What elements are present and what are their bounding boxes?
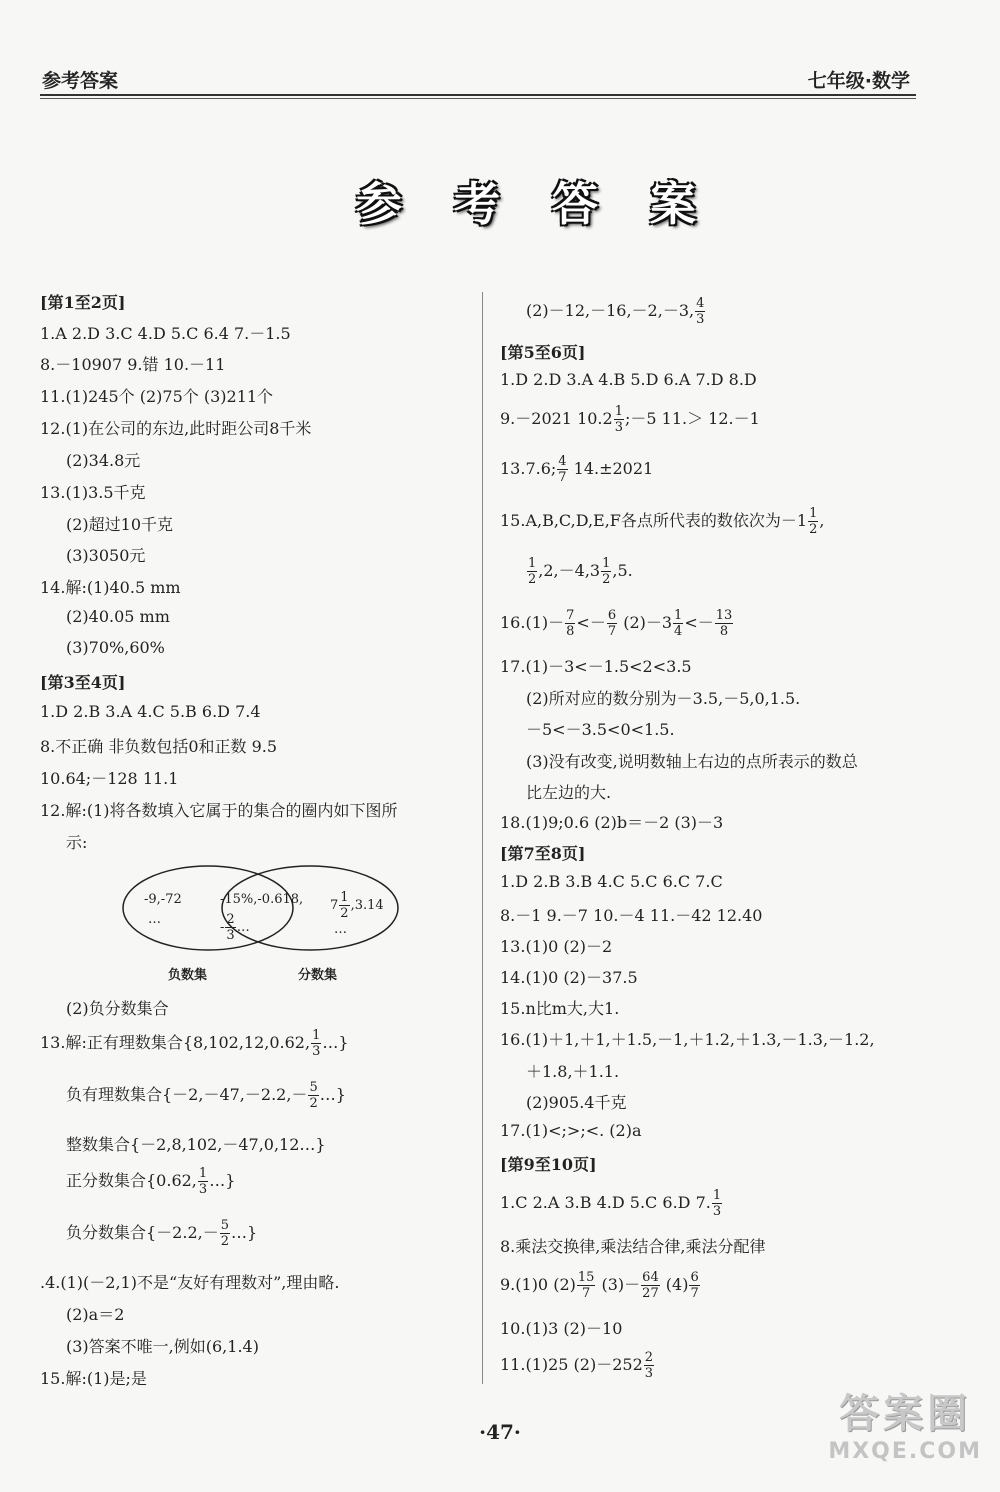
denominator: 2 <box>528 572 537 587</box>
answer-line: (2)超过10千克 <box>66 515 174 534</box>
answer-line: ＋1.8,＋1.1. <box>526 1062 620 1081</box>
numerator: 4 <box>558 454 567 469</box>
answer-line: 1.D 2.B 3.A 4.C 5.B 6.D 7.4 <box>40 702 261 721</box>
numerator: 1 <box>712 1188 722 1203</box>
answer-line: 1.D 2.B 3.B 4.C 5.C 6.C 7.C <box>500 872 723 891</box>
answer-line: (2)40.05 mm <box>66 607 170 626</box>
numerator: 5 <box>220 1218 229 1233</box>
fraction <box>220 1218 230 1249</box>
text: ,3.14 <box>350 898 384 913</box>
denominator: 3 <box>614 420 623 435</box>
text: 9.(1)0 (2) <box>500 1275 576 1294</box>
answer-line: 15.n比m大,大1. <box>500 999 620 1018</box>
section-heading: [第3至4页] <box>40 673 126 692</box>
answer-line: (3)没有改变,说明数轴上右边的点所表示的数总 <box>526 752 858 771</box>
section-heading: [第9至10页] <box>500 1155 597 1174</box>
venn-text: … <box>334 922 347 937</box>
answer-line <box>526 556 633 587</box>
fraction-set-label: 分数集 <box>298 968 338 983</box>
answer-line: 1.A 2.D 3.C 4.D 5.C 6.4 7.－1.5 <box>40 324 291 343</box>
answer-line: 16.(1)＋1,＋1,＋1.5,－1,＋1.2,＋1.3,－1.3,－1.2, <box>500 1030 875 1049</box>
negative-set-label: 负数集 <box>168 968 208 983</box>
text: …} <box>319 1085 346 1104</box>
answer-line: 整数集合{－2,8,102,－47,0,12…} <box>66 1135 326 1154</box>
venn-text: -9,-72 <box>144 892 182 907</box>
answer-line: 8.－10907 9.错 10.－11 <box>40 355 226 374</box>
text: …} <box>322 1033 349 1052</box>
numerator: 13 <box>715 608 733 623</box>
answer-line: (2)a＝2 <box>66 1305 125 1324</box>
numerator: 2 <box>644 1350 654 1365</box>
denominator: 7 <box>581 1286 591 1301</box>
denominator: 2 <box>220 1234 229 1249</box>
answer-line <box>66 1218 257 1249</box>
fraction <box>644 1350 654 1381</box>
answer-line: 17.(1)－3<－1.5<2<3.5 <box>500 657 692 676</box>
section-heading: [第1至2页] <box>40 293 126 312</box>
section-heading: [第5至6页] <box>500 343 586 362</box>
section-heading: [第7至8页] <box>500 844 586 863</box>
answer-line: 比左边的大. <box>526 783 612 802</box>
denominator: 3 <box>198 1182 208 1197</box>
numerator: 1 <box>674 608 683 623</box>
answer-line: (2)负分数集合 <box>66 999 169 1018</box>
answer-line <box>500 1350 655 1381</box>
fraction <box>557 454 567 485</box>
minus-sign: - <box>220 920 225 935</box>
answer-line: (2)905.4千克 <box>526 1093 627 1112</box>
fraction <box>577 1270 596 1301</box>
venn-fraction <box>330 890 384 921</box>
fraction <box>225 912 235 943</box>
answer-line: 13.(1)3.5千克 <box>40 483 146 502</box>
answer-line <box>500 404 760 435</box>
answer-line: 示: <box>66 833 88 852</box>
text: 11.(1)25 (2)－252 <box>500 1355 643 1374</box>
numerator: 5 <box>309 1080 318 1095</box>
text: ;－5 11.＞ 12.－1 <box>624 409 760 428</box>
answer-line: 11.(1)245个 (2)75个 (3)211个 <box>40 387 274 406</box>
fraction <box>565 608 575 639</box>
denominator: 3 <box>712 1204 722 1219</box>
answer-line: (3)70%,60% <box>66 638 165 657</box>
fraction <box>601 556 611 587</box>
text: 9.－2021 10.2 <box>500 409 613 428</box>
answer-line: 12.解:(1)将各数填入它属于的集合的圈内如下图所 <box>40 801 398 820</box>
answer-line <box>526 296 706 327</box>
answer-line: －5<－3.5<0<1.5. <box>526 720 675 739</box>
text: 13.解:正有理数集合{8,102,12,0.62, <box>40 1033 311 1052</box>
text: 15.A,B,C,D,E,F各点所代表的数依次为－1 <box>500 511 808 530</box>
negative-set-circle <box>123 866 293 950</box>
text: 负分数集合{－2.2,－ <box>66 1223 219 1242</box>
header-left: 参考答案 <box>42 70 119 92</box>
fraction <box>308 1080 318 1111</box>
denominator: 8 <box>719 624 729 639</box>
header-rule <box>40 94 916 96</box>
fraction <box>808 506 818 537</box>
denominator: 7 <box>690 1286 699 1301</box>
numerator: 1 <box>312 1028 321 1043</box>
text: ,5. <box>612 561 633 580</box>
denominator: 2 <box>309 1096 318 1111</box>
text: 负有理数集合{－2,－47,－2.2,－ <box>66 1085 308 1104</box>
ellipsis: … <box>236 920 250 935</box>
answer-line: 10.(1)3 (2)－10 <box>500 1319 623 1338</box>
numerator: 1 <box>602 556 611 571</box>
venn-diagram <box>120 860 460 990</box>
denominator: 2 <box>602 572 611 587</box>
fraction <box>715 608 734 639</box>
text: ,2,－4,3 <box>538 561 601 580</box>
answer-line: 12.(1)在公司的东边,此时距公司8千米 <box>40 419 312 438</box>
text: (2)－12,－16,－2,－3, <box>526 301 695 320</box>
numerator: 64 <box>642 1270 659 1285</box>
answer-line: 17.(1)<;>;<. (2)a <box>500 1121 642 1140</box>
numerator: 7 <box>566 608 575 623</box>
header-right: 七年级·数学 <box>807 70 910 92</box>
answer-line <box>66 1166 235 1197</box>
numerator: 4 <box>696 296 705 311</box>
integer-part: 7 <box>330 898 339 913</box>
page-number: ·47· <box>479 1420 521 1444</box>
fraction <box>198 1166 208 1197</box>
text: (3)－ <box>596 1275 641 1294</box>
venn-fraction <box>220 912 250 943</box>
denominator: 3 <box>696 312 705 327</box>
text: <－ <box>576 613 606 632</box>
fraction <box>339 890 349 921</box>
text: 13.7.6; <box>500 459 557 478</box>
numerator: 1 <box>198 1166 208 1181</box>
venn-text: -15%,-0.618, <box>220 892 304 907</box>
answer-line <box>66 1080 346 1111</box>
watermark-url: MXQE.COM <box>828 1439 982 1464</box>
denominator: 7 <box>558 470 567 485</box>
text: 14.±2021 <box>568 459 654 478</box>
numerator: 1 <box>809 506 818 521</box>
text: 正分数集合{0.62, <box>66 1171 197 1190</box>
answer-line: 10.64;－128 11.1 <box>40 769 179 788</box>
fraction <box>673 608 683 639</box>
answer-line: 14.(1)0 (2)－37.5 <box>500 968 638 987</box>
numerator: 15 <box>577 1270 595 1285</box>
answer-line: 15.解:(1)是;是 <box>40 1369 147 1388</box>
page-title: 参考答案 <box>356 177 748 231</box>
answer-line <box>500 1270 701 1301</box>
numerator: 6 <box>607 608 617 623</box>
watermark-text: 答案圈 <box>839 1391 972 1437</box>
answer-line: (2)34.8元 <box>66 451 141 470</box>
answer-line: (3)答案不唯一,例如(6,1.4) <box>66 1337 259 1356</box>
fraction <box>614 404 624 435</box>
fraction <box>607 608 617 639</box>
denominator: 8 <box>566 624 575 639</box>
answer-line: (2)所对应的数分别为－3.5,－5,0,1.5. <box>526 689 801 708</box>
answer-line <box>500 608 734 639</box>
header-rule-thin <box>40 98 916 99</box>
numerator: 1 <box>528 556 537 571</box>
text: (4) <box>660 1275 689 1294</box>
answer-line: 8.不正确 非负数包括0和正数 9.5 <box>40 737 278 756</box>
text: 1.C 2.A 3.B 4.D 5.C 6.D 7. <box>500 1193 711 1212</box>
answer-line <box>40 1028 349 1059</box>
answer-line <box>500 506 824 537</box>
text: , <box>819 511 825 530</box>
denominator: 2 <box>340 906 349 921</box>
denominator: 27 <box>642 1286 659 1301</box>
denominator: 3 <box>644 1366 654 1381</box>
answer-line: 13.(1)0 (2)－2 <box>500 937 613 956</box>
text: …} <box>231 1223 258 1242</box>
denominator: 3 <box>226 928 235 943</box>
text: <－ <box>684 613 714 632</box>
text: (2)－3 <box>618 613 673 632</box>
answer-line <box>500 454 653 485</box>
denominator: 2 <box>809 522 818 537</box>
answer-line: (3)3050元 <box>66 546 146 565</box>
text: …} <box>209 1171 236 1190</box>
fraction <box>689 1270 699 1301</box>
answer-line: .4.(1)(－2,1)不是“友好有理数对”,理由略. <box>40 1273 340 1292</box>
answer-line: 18.(1)9;0.6 (2)b＝－2 (3)－3 <box>500 813 724 832</box>
answer-line: 1.D 2.D 3.A 4.B 5.D 6.A 7.D 8.D <box>500 370 757 389</box>
fraction <box>641 1270 660 1301</box>
answer-line: 14.解:(1)40.5 mm <box>40 578 181 597</box>
fraction <box>527 556 537 587</box>
numerator: 2 <box>226 912 235 927</box>
answer-line: 8.－1 9.－7 10.－4 11.－42 12.40 <box>500 906 763 925</box>
denominator: 3 <box>312 1044 321 1059</box>
watermark-logo <box>828 1382 982 1464</box>
column-divider <box>482 292 483 1384</box>
numerator: 6 <box>690 1270 699 1285</box>
numerator: 1 <box>340 890 349 905</box>
fraction <box>311 1028 321 1059</box>
denominator: 7 <box>607 624 617 639</box>
answer-line <box>500 1188 723 1219</box>
fraction <box>712 1188 722 1219</box>
denominator: 4 <box>674 624 683 639</box>
numerator: 1 <box>614 404 623 419</box>
answer-line: 8.乘法交换律,乘法结合律,乘法分配律 <box>500 1237 766 1256</box>
venn-text: … <box>148 912 161 927</box>
text: 16.(1)－ <box>500 613 565 632</box>
fraction <box>695 296 705 327</box>
